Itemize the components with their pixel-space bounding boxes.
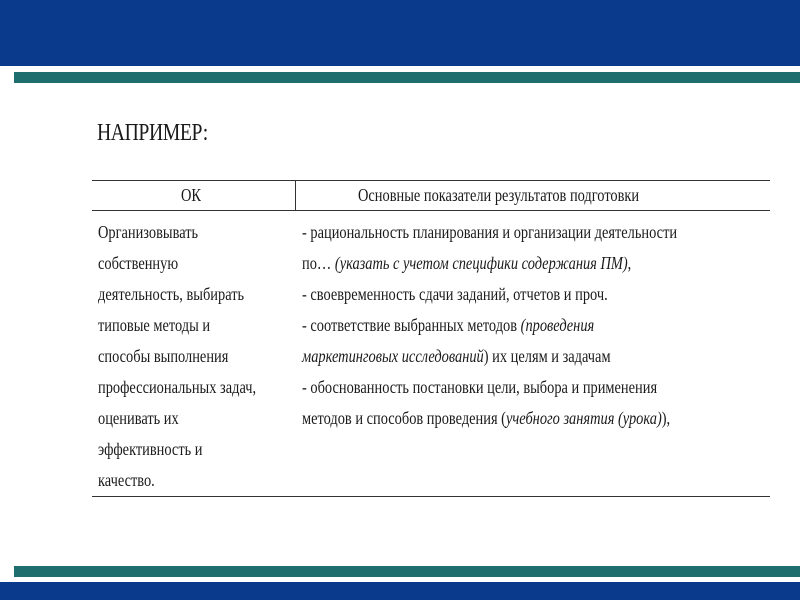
ok-text [98,217,256,496]
indicator-line [302,279,677,310]
indicator-line [302,217,677,248]
ok-line: эффективность и [98,439,203,459]
top-accent-stripe [14,72,800,83]
indicator-text: - соответствие выбранных методов [301,315,521,335]
indicator-text: - своевременность сдачи заданий, отчетов и проч. [301,284,608,304]
indicator-line [302,403,677,434]
ok-line: качество. [98,470,155,490]
indicators-text [302,217,677,434]
header-ok-label: ОК [181,185,202,205]
indicator-italic-text: (указать с учетом специфики содержания ПМ) [334,253,628,273]
indicator-text: ) их целям и задачам [483,346,611,366]
indicator-text: - рациональность планирования и организации деятельности [301,222,677,242]
bottom-color-band [0,582,800,600]
indicator-line [302,341,677,372]
ok-line: Организовывать [98,222,199,242]
table-row [92,211,770,497]
table-header-row [92,181,770,211]
ok-line: оценивать их [98,408,179,428]
indicator-text: - обоснованность постановки цели, выбора и применения [301,377,657,397]
indicator-italic-text: (проведения [520,315,594,335]
indicator-line [302,248,677,279]
ok-line: способы выполнения [98,346,229,366]
ok-cell [92,211,296,497]
header-indicators-label: Основные показатели результатов подготовки [357,185,639,205]
ok-line: профессиональных задач, [98,377,257,397]
header-ok [92,181,296,211]
ok-line: собственную [98,253,179,273]
slide-heading: НАПРИМЕР: [97,120,208,146]
indicator-text: по… [301,253,335,273]
indicator-italic-text: учебного занятия (урока) [505,408,662,428]
ok-line: деятельность, выбирать [98,284,245,304]
indicators-cell [296,211,771,497]
indicator-text: ), [661,408,670,428]
top-color-band [0,0,800,66]
indicators-table [92,180,770,497]
header-indicators [296,181,771,211]
indicator-italic-text: маркетинговых исследований [301,346,484,366]
indicator-text: методов и способов проведения ( [301,408,506,428]
indicator-text: , [627,253,631,273]
indicator-line [302,310,677,341]
ok-line: типовые методы и [98,315,211,335]
indicator-line [302,372,677,403]
bottom-accent-stripe [14,566,800,577]
